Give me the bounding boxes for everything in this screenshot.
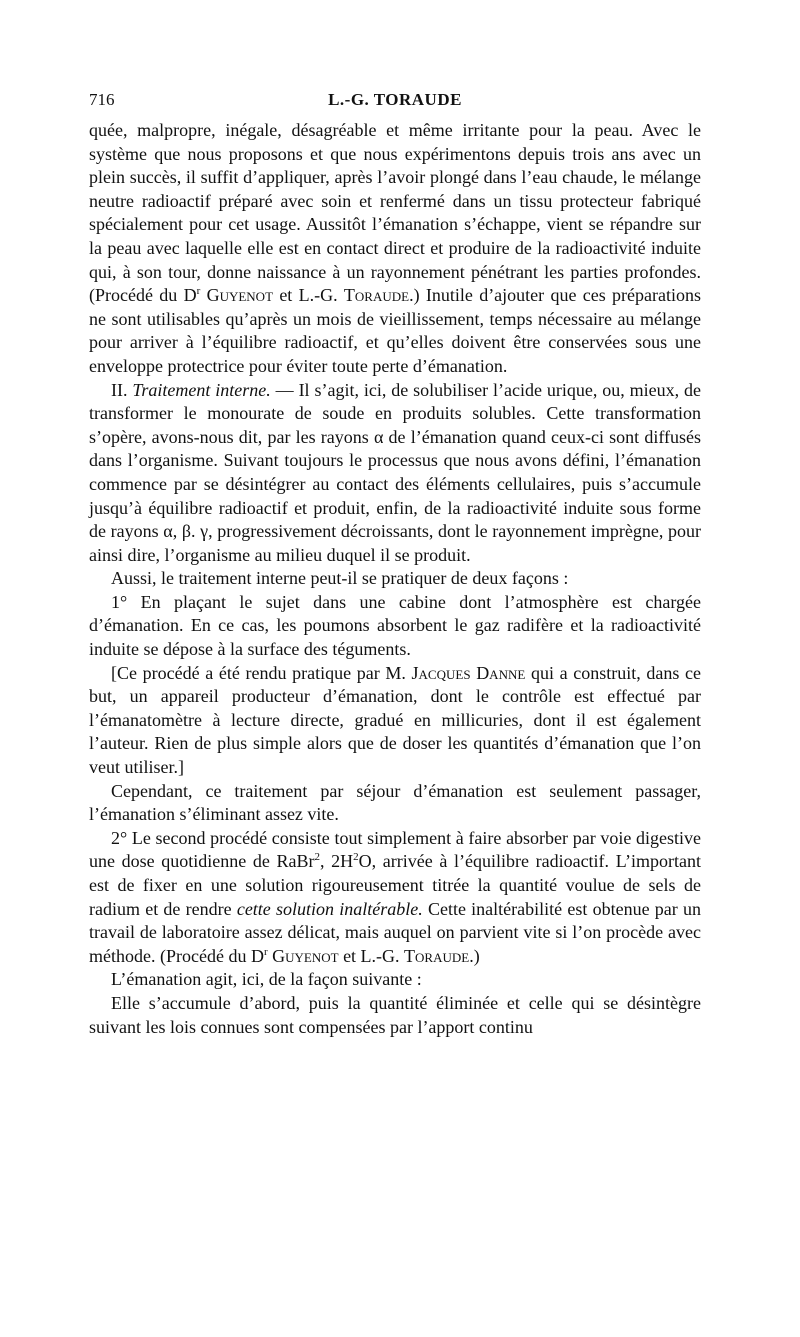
author-name: Guyenot	[272, 945, 339, 966]
paragraph: 2° Le second procédé consiste tout simplement à faire absorber par voie digestive une dose quotidienne de RaBr$^2$, $2H^2O$, arrivée à l’équilibre radioactif. L’important est de fixer en une solution rigoureusement titrée la quantité voulue de sels de radium et de rendre cette solution inaltérable. Cette inaltérabilité est obtenue par un travail de laboratoire assez délicat, mais auquel on parvient vite si l’on procède avec méthode. (Procédé du $D^r$ Guyenot et L.-G. Toraude.)	[89, 827, 702, 966]
author-name: Toraude	[343, 285, 410, 306]
book-page	[89, 88, 701, 1039]
author-name: Jacques Danne	[411, 662, 526, 683]
paragraph: Elle s’accumule d’abord, puis la quantité éliminée et celle qui se désintègre suivant les lois connues sont compensées par l’apport continu	[89, 992, 701, 1037]
page-body	[89, 119, 701, 1039]
running-title: L.-G. TORAUDE	[328, 90, 462, 109]
paragraph: 1° En plaçant le sujet dans une cabine dont l’atmosphère est chargée d’émanation. En ce cas, les poumons absorbent le gaz radifère et la radioactivité induite se dépose à la surface des téguments.	[89, 591, 701, 660]
section-heading: Traitement interne.	[132, 379, 271, 400]
paragraph: II. Traitement interne. — Il s’agit, ici, de solubiliser l’acide urique, ou, mieux, de transformer le monourate de soude en produits solubles. Cette transformation s’opère, avons-nous dit, par les rayons α de l’émanation quand ceux-ci sont diffusés dans l’organisme. Suivant toujours le processus que nous avons défini, l’émanation commence par se désintégrer au contact des éléments cellulaires, puis s’accumule jusqu’à équilibre radioactif et produit, enfin, de la radioactivité induite sous forme de rayons α, β. γ, progressivement décroissants, dont le rayonnement imprègne, pour ainsi dire, l’organisme au milieu duquel il se produit.	[89, 379, 701, 565]
paragraph: L’émanation agit, ici, de la façon suivante :	[111, 969, 422, 990]
page-number: 716	[89, 90, 115, 109]
author-name: Guyenot	[206, 285, 274, 306]
paragraph: Aussi, le traitement interne peut-il se pratiquer de deux façons :	[111, 568, 569, 589]
paragraph: Cependant, ce traitement par séjour d’émanation est seulement passager, l’émanation s’éliminant assez vite.	[89, 780, 701, 825]
paragraph: [Ce procédé a été rendu pratique par M. Jacques Danne qui a construit, dans ce but, un appareil producteur d’émanation, dont le contrôle est effectué par l’émanatomètre à lecture directe, gradué en millicuries, dont il est également l’auteur. Rien de plus simple alors que de doser les quantités d’émanation que l’on veut utiliser.]	[89, 662, 701, 778]
author-name: Toraude	[404, 945, 470, 966]
paragraph: quée, malpropre, inégale, désagréable et même irritante pour la peau. Avec le système que nous proposons et que nous expérimentons depuis trois ans avec un plein succès, il suffit d’appliquer, après l’avoir plongé dans l’eau chaude, le mélange neutre radioactif préparé avec soin et renfermé dans un tissu protecteur fabriqué spécialement pour cet usage. Aussitôt l’émanation s’échappe, vient se répandre sur la peau avec laquelle elle est en contact direct et produire de la radioactivité induite qui, à son tour, donne naissance à un rayonnement pénétrant les parties profondes. (Procédé du $D^r$ Guyenot et L.-G. Toraude.) Inutile d’ajouter que ces préparations ne sont utilisables qu’après un mois de vieillissement, temps nécessaire au mélange pour arriver à l’équilibre radioactif, et qu’elles doivent être conservées sous une enveloppe protectrice pour éviter toute perte d’émanation.	[89, 120, 702, 376]
page-header	[89, 88, 701, 112]
